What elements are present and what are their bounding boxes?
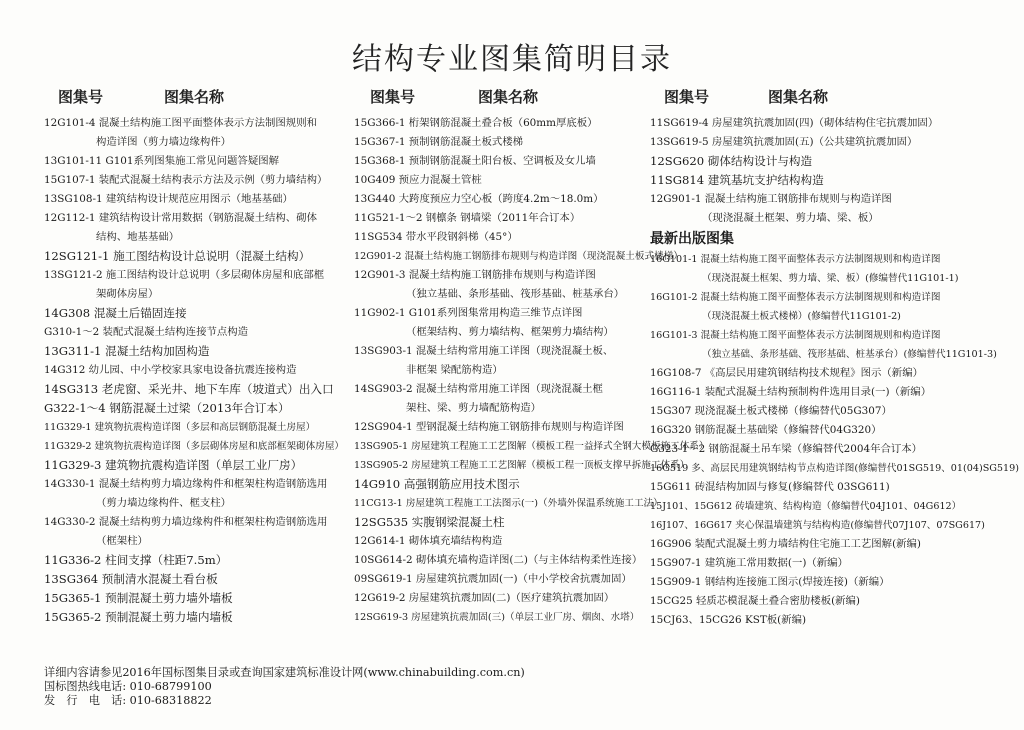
catalog-entry: [354, 114, 654, 133]
header-atlas-name: 图集名称: [478, 88, 539, 106]
column-header: [44, 84, 349, 114]
catalog-entry: [650, 364, 995, 383]
entry-text: 16G116-1 装配式混凝土结构预制构件选用目录(一)（新编）: [650, 386, 932, 398]
entry-text: 12SG535 实腹钢梁混凝土柱: [354, 515, 505, 529]
entry-text: 10SG614-2 砌体填充墙构造详图(二)（与主体结构柔性连接）: [354, 554, 643, 566]
catalog-entry: [650, 421, 995, 440]
catalog-entry: [44, 456, 349, 475]
catalog-entry: [44, 361, 349, 380]
entry-text: 16G906 装配式混凝土剪力墙结构住宅施工工艺图解(新编): [650, 538, 921, 550]
catalog-column-1: [44, 84, 349, 627]
entry-text-continuation: 结构、地基基础）: [96, 231, 180, 243]
catalog-entry: [44, 551, 349, 570]
entry-text: 12G614-1 砌体填充墙结构构造: [354, 535, 503, 547]
entry-text: 14SG313 老虎窗、采光井、地下车库（坡道式）出入口: [44, 382, 334, 396]
entry-text: 14G330-1 混凝土结构剪力墙边缘构件和框架柱构造钢筋选用: [44, 478, 328, 490]
entry-text: 11G902-1 G101系列图集常用构造三维节点详图: [354, 307, 583, 319]
entry-list: [44, 114, 349, 627]
catalog-entry: [354, 513, 654, 532]
entry-text-continuation: （现浇混凝土板式楼梯）(修编替代11G101-2): [702, 311, 901, 322]
entry-text: 13SG121-2 施工图结构设计总说明（多层砌体房屋和底部框: [44, 269, 325, 281]
catalog-entry: [650, 171, 995, 190]
entry-text: 15G365-2 预制混凝土剪力墙内墙板: [44, 610, 233, 624]
entry-text: 15J101、15G612 砖墙建筑、结构构造（修编替代04J101、04G612）: [650, 501, 962, 512]
entry-text-continuation: 架砌体房屋）: [96, 288, 159, 300]
entry-text: 13G311-1 混凝土结构加固构造: [44, 344, 210, 358]
catalog-entry: [650, 440, 995, 459]
catalog-entry: [44, 380, 349, 399]
header-atlas-name: 图集名称: [164, 88, 225, 106]
catalog-entry: [354, 304, 654, 342]
footer: [44, 666, 525, 708]
entry-text: 13SG619-5 房屋建筑抗震加固(五)（公共建筑抗震加固）: [650, 136, 918, 148]
catalog-entry: [650, 516, 995, 535]
catalog-entry: [44, 304, 349, 323]
catalog-entry: [354, 228, 654, 247]
catalog-entry: [354, 190, 654, 209]
entry-text: 09SG619-1 房屋建筑抗震加固(一)（中小学校舍抗震加固）: [354, 573, 632, 585]
catalog-entry: [354, 266, 654, 304]
catalog-entry: [354, 551, 654, 570]
entry-text: 15G909-1 钢结构连接施工图示(焊接连接)（新编）: [650, 576, 890, 588]
catalog-entry: [650, 402, 995, 421]
header-atlas-name: 图集名称: [768, 88, 829, 106]
catalog-entry: [650, 114, 995, 133]
catalog-entry: [44, 323, 349, 342]
header-atlas-number: 图集号: [664, 88, 710, 106]
new-entry-list: [650, 250, 1019, 630]
header-atlas-number: 图集号: [370, 88, 416, 106]
catalog-entry: [44, 437, 349, 456]
catalog-entry: [44, 209, 349, 247]
entry-text: G323-1～2 钢筋混凝土吊车梁（修编替代2004年合订本）: [650, 443, 923, 455]
entry-text: 11G336-2 柱间支撑（柱距7.5m）: [44, 553, 228, 567]
entry-text: 12SG619-3 房屋建筑抗震加固(三)（单层工业厂房、烟囱、水塔）: [354, 612, 640, 623]
catalog-entry: [354, 380, 654, 418]
entry-text: 15G366-1 桁架钢筋混凝土叠合板（60mm厚底板）: [354, 117, 598, 129]
entry-text: 10G409 预应力混凝土管桩: [354, 174, 482, 186]
catalog-entry: [354, 247, 683, 266]
catalog-column-3: [650, 84, 1019, 630]
entry-text-continuation: （现浇混凝土框架、剪力墙、梁、板）: [702, 212, 879, 224]
entry-text: 13G440 大跨度预应力空心板（跨度4.2m～18.0m）: [354, 193, 604, 205]
catalog-entry: [650, 133, 995, 152]
catalog-entry: [354, 171, 654, 190]
entry-text: 14SG903-2 混凝土结构常用施工详图（现浇混凝土框: [354, 383, 603, 395]
entry-text: G322-1～4 钢筋混凝土过梁（2013年合订本）: [44, 401, 290, 415]
catalog-entry: [650, 383, 995, 402]
catalog-entry: [44, 342, 349, 361]
catalog-entry: [354, 418, 654, 437]
entry-text: 12G101-4 混凝土结构施工图平面整体表示方法制图规则和: [44, 117, 317, 129]
entry-text: 11G329-3 建筑物抗震构造详图（单层工业厂房）: [44, 458, 303, 472]
entry-text-continuation: （现浇混凝土框架、剪力墙、梁、板）(修编替代11G101-1): [702, 273, 959, 284]
entry-text: 13SG903-1 混凝土结构常用施工详图（现浇混凝土板、: [354, 345, 614, 357]
entry-text: 15G307 现浇混凝土板式楼梯（修编替代05G307）: [650, 405, 892, 417]
entry-text: 11SG619-4 房屋建筑抗震加固(四)（砌体结构住宅抗震加固）: [650, 117, 939, 129]
catalog-entry: [354, 209, 654, 228]
entry-text: 16G101-2 混凝土结构施工图平面整体表示方法制图规则和构造详图: [650, 292, 941, 303]
entry-text-continuation: （剪力墙边缘构件、框支柱）: [96, 497, 232, 509]
entry-text: 16G101-3 混凝土结构施工图平面整体表示方法制图规则和构造详图: [650, 330, 941, 341]
catalog-entry: [354, 437, 709, 456]
new-releases-heading: 最新出版图集: [650, 231, 734, 247]
catalog-entry: [354, 589, 654, 608]
entry-text: 14G312 幼儿园、中小学校家具家电设备抗震连接构造: [44, 364, 297, 376]
catalog-entry: [44, 418, 349, 437]
catalog-entry: [354, 608, 654, 627]
entry-text: 14G308 混凝土后锚固连接: [44, 306, 187, 320]
catalog-entry: [44, 475, 349, 513]
catalog-entry: [44, 570, 349, 589]
catalog-entry: [650, 573, 995, 592]
header-atlas-number: 图集号: [58, 88, 104, 106]
catalog-entry: [650, 190, 995, 228]
entry-text: 13SG364 预制清水混凝土看台板: [44, 572, 218, 586]
entry-list: [650, 114, 995, 228]
entry-text: 12G112-1 建筑结构设计常用数据（钢筋混凝土结构、砌体: [44, 212, 317, 224]
entry-text: 16G101-1 混凝土结构施工图平面整体表示方法制图规则和构造详图: [650, 254, 941, 265]
entry-text: 14G330-2 混凝土结构剪力墙边缘构件和框架柱构造钢筋选用: [44, 516, 328, 528]
catalog-entry: [650, 478, 995, 497]
entry-text: 12G901-1 混凝土结构施工钢筋排布规则与构造详图: [650, 193, 892, 205]
entry-text: 12G901-2 混凝土结构施工钢筋排布规则与构造详图（现浇混凝土板式楼梯）: [354, 251, 683, 262]
catalog-entry: [354, 475, 654, 494]
catalog-entry: [44, 589, 349, 608]
entry-text: 15G907-1 建筑施工常用数据(一)（新编）: [650, 557, 848, 569]
catalog-entry: [44, 247, 349, 266]
entry-text: 11G329-2 建筑物抗震构造详图（多层砌体房屋和底部框架砌体房屋）: [44, 441, 345, 452]
catalog-entry: [44, 114, 349, 152]
entry-text: G310-1～2 装配式混凝土结构连接节点构造: [44, 326, 249, 338]
entry-text: 16G108-7 《高层民用建筑钢结构技术规程》图示（新编）: [650, 367, 923, 379]
footer-reference-note: 详细内容请参见2016年国标图集目录或查询国家建筑标准设计网(www.chinabuilding.com.cn): [44, 666, 525, 679]
catalog-entry: [354, 133, 654, 152]
catalog-entry: [44, 152, 349, 171]
entry-text: 15G611 砖混结构加固与修复(修编替代 03SG611): [650, 481, 890, 493]
catalog-entry: [650, 611, 995, 630]
catalog-entry: [44, 266, 349, 304]
column-header: [650, 84, 995, 114]
entry-text-continuation: 非框架 梁配筋构造）: [406, 364, 503, 376]
entry-text-continuation: （独立基础、条形基础、筏形基础、桩基承台）(修编替代11G101-3): [702, 349, 997, 360]
catalog-entry: [44, 399, 349, 418]
entry-text: 11G521-1～2 钢檩条 钢墙梁（2011年合订本）: [354, 212, 581, 224]
catalog-entry: [354, 152, 654, 171]
catalog-entry: [44, 190, 349, 209]
entry-text: 11CG13-1 房屋建筑工程施工工法图示(一)（外墙外保温系统施工工法）: [354, 498, 663, 509]
entry-text: 13SG905-2 房屋建筑工程施工工艺图解（模板工程一顶板支撑早拆施工体系）: [354, 460, 690, 471]
entry-text: 16G519 多、高层民用建筑钢结构节点构造详图(修编替代01SG519、01(04)SG519): [650, 463, 1019, 474]
catalog-entry: [354, 342, 654, 380]
entry-text-continuation: （独立基础、条形基础、筏形基础、桩基承台）: [406, 288, 625, 300]
entry-text: 13G101-11 G101系列图集施工常见问题答疑图解: [44, 155, 279, 167]
entry-text: 16J107、16G617 夹心保温墙建筑与结构构造(修编替代07J107、07SG617): [650, 520, 985, 531]
entry-text: 13SG905-1 房屋建筑工程施工工艺图解（模板工程一益择式全钢大模板施工体系）: [354, 441, 709, 452]
entry-text: 12SG121-1 施工图结构设计总说明（混凝土结构）: [44, 249, 311, 263]
entry-text: 12G901-3 混凝土结构施工钢筋排布规则与构造详图: [354, 269, 596, 281]
entry-text: 15G365-1 预制混凝土剪力墙外墙板: [44, 591, 233, 605]
entry-text: 16G320 钢筋混凝土基础梁（修编替代04G320）: [650, 424, 882, 436]
column-header: [354, 84, 654, 114]
entry-text: 13SG108-1 建筑结构设计规范应用图示（地基基础）: [44, 193, 293, 205]
page-title: 结构专业图集简明目录: [352, 42, 672, 77]
entry-text: 15G107-1 装配式混凝土结构表示方法及示例（剪力墙结构）: [44, 174, 328, 186]
entry-text: 11G329-1 建筑物抗震构造详图（多层和高层钢筋混凝土房屋）: [44, 422, 316, 433]
entry-text-continuation: （框架结构、剪力墙结构、框架剪力墙结构）: [406, 326, 614, 338]
catalog-entry: [354, 494, 663, 513]
entry-text: 11SG814 建筑基坑支护结构构造: [650, 173, 824, 187]
catalog-entry: [650, 535, 995, 554]
catalog-entry: [650, 326, 995, 364]
catalog-entry: [650, 250, 995, 288]
catalog-entry: [354, 532, 654, 551]
catalog-entry: [44, 171, 349, 190]
entry-text: 15G368-1 预制钢筋混凝土阳台板、空调板及女儿墙: [354, 155, 596, 167]
catalog-entry: [44, 513, 349, 551]
entry-text: 12G619-2 房屋建筑抗震加固(二)（医疗建筑抗震加固）: [354, 592, 615, 604]
catalog-entry: [44, 608, 349, 627]
footer-hotline: 国标图热线电话: 010-68799100: [44, 680, 212, 693]
entry-text: 14G910 高强钢筋应用技术图示: [354, 477, 520, 491]
catalog-entry: [650, 288, 995, 326]
catalog-entry: [354, 570, 654, 589]
entry-text: 15CJ63、15CG26 KST板(新编): [650, 614, 807, 626]
catalog-entry: [650, 554, 995, 573]
entry-text: 11SG534 带水平段钢斜梯（45°）: [354, 231, 518, 243]
catalog-entry: [354, 456, 690, 475]
entry-text-continuation: 构造详图（剪力墙边缘构件）: [96, 136, 232, 148]
catalog-entry: [650, 459, 1019, 478]
footer-sales-phone: 发 行 电 话: 010-68318822: [44, 694, 212, 707]
entry-text: 12SG620 砌体结构设计与构造: [650, 154, 813, 168]
entry-text: 15G367-1 预制钢筋混凝土板式楼梯: [354, 136, 524, 148]
entry-text: 15CG25 轻质芯模混凝土叠合密肋楼板(新编): [650, 595, 860, 607]
entry-text: 12SG904-1 型钢混凝土结构施工钢筋排布规则与构造详图: [354, 421, 624, 433]
catalog-entry: [650, 497, 995, 516]
entry-text-continuation: 架柱、梁、剪力墙配筋构造）: [406, 402, 542, 414]
catalog-entry: [650, 152, 995, 171]
entry-text-continuation: （框架柱）: [96, 535, 148, 547]
catalog-entry: [650, 592, 995, 611]
